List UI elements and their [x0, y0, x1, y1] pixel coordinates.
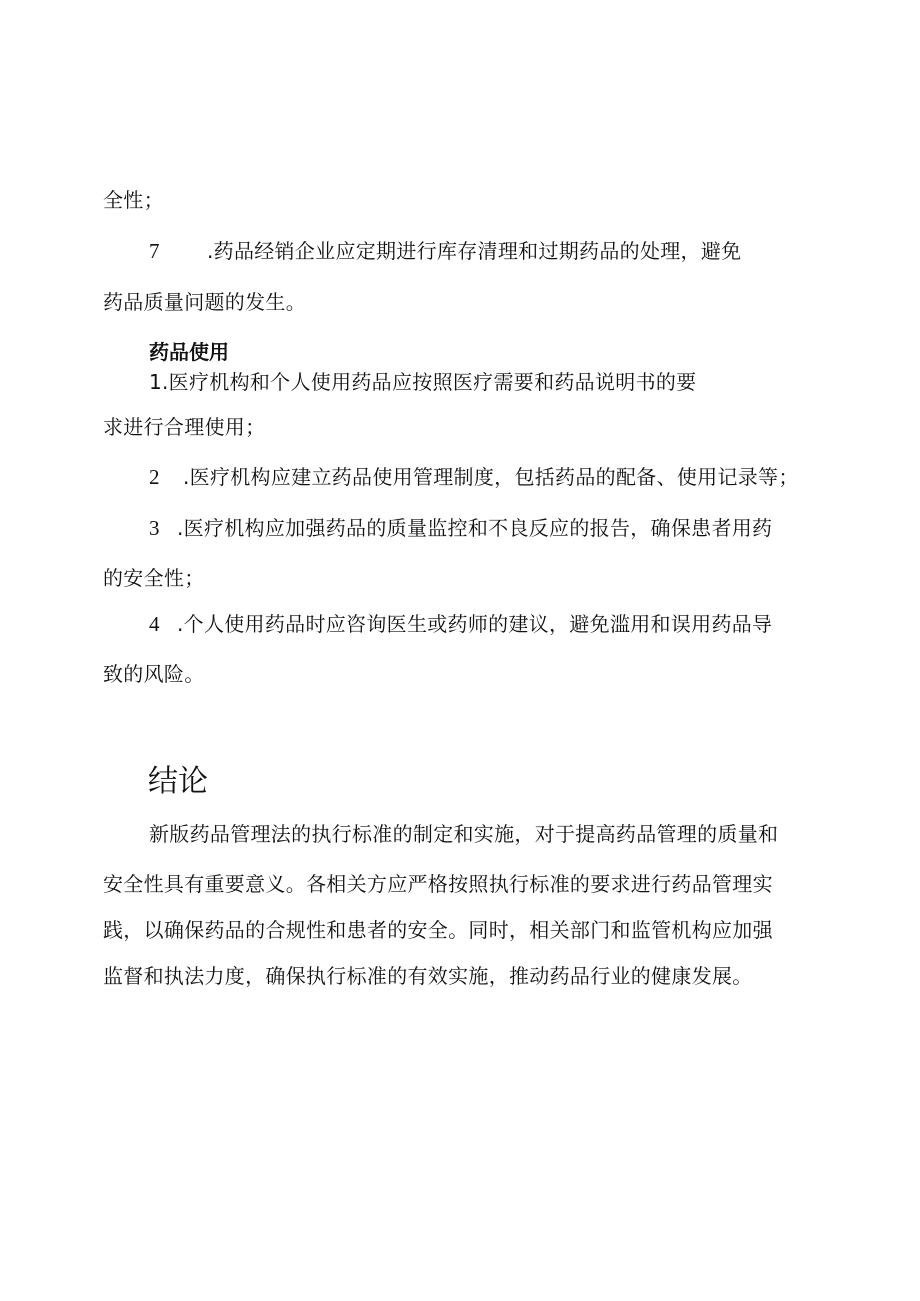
drug-use-item-1-line-2: 求进行合理使用； — [103, 415, 266, 439]
prev-section-tail: 全性； — [103, 188, 164, 212]
drug-use-item-2 — [149, 463, 799, 491]
item-number: 2 — [149, 465, 160, 489]
conclusion-line-2: 安全性具有重要意义。各相关方应严格按照执行标准的要求进行药品管理实 — [103, 872, 773, 896]
item-number: 3 — [149, 516, 160, 540]
conclusion-heading: 结论 — [148, 764, 208, 799]
conclusion-line-4: 监督和执法力度，确保执行标准的有效实施，推动药品行业的健康发展。 — [103, 964, 753, 988]
drug-use-item-1-line-1: 1.医疗机构和个人使用药品应按照医疗需要和药品说明书的要 — [149, 370, 697, 394]
drug-use-item-4-line-1 — [149, 610, 772, 638]
item-number: 7 — [149, 239, 160, 263]
drug-use-item-3-line-1 — [149, 514, 772, 542]
item-text: .药品经销企业应定期进行库存清理和过期药品的处理，避免 — [207, 239, 742, 263]
drug-use-item-3-line-2: 的安全性； — [103, 566, 205, 590]
conclusion-line-1: 新版药品管理法的执行标准的制定和实施，对于提高药品管理的质量和 — [149, 822, 779, 846]
conclusion-line-3: 践，以确保药品的合规性和患者的安全。同时，相关部门和监管机构应加强 — [103, 918, 773, 942]
prev-item-7-line-2: 药品质量问题的发生。 — [103, 290, 306, 314]
item-number: 4 — [149, 612, 160, 636]
item-text: .医疗机构应建立药品使用管理制度，包括药品的配备、使用记录等； — [183, 465, 799, 489]
drug-use-heading: 药品使用 — [149, 340, 229, 364]
item-text: .医疗机构应加强药品的质量监控和不良反应的报告，确保患者用药 — [177, 516, 773, 540]
prev-item-7-line-1 — [149, 237, 741, 265]
item-text: .个人使用药品时应咨询医生或药师的建议，避免滥用和误用药品导 — [177, 612, 773, 636]
drug-use-item-4-line-2: 致的风险。 — [103, 662, 205, 686]
